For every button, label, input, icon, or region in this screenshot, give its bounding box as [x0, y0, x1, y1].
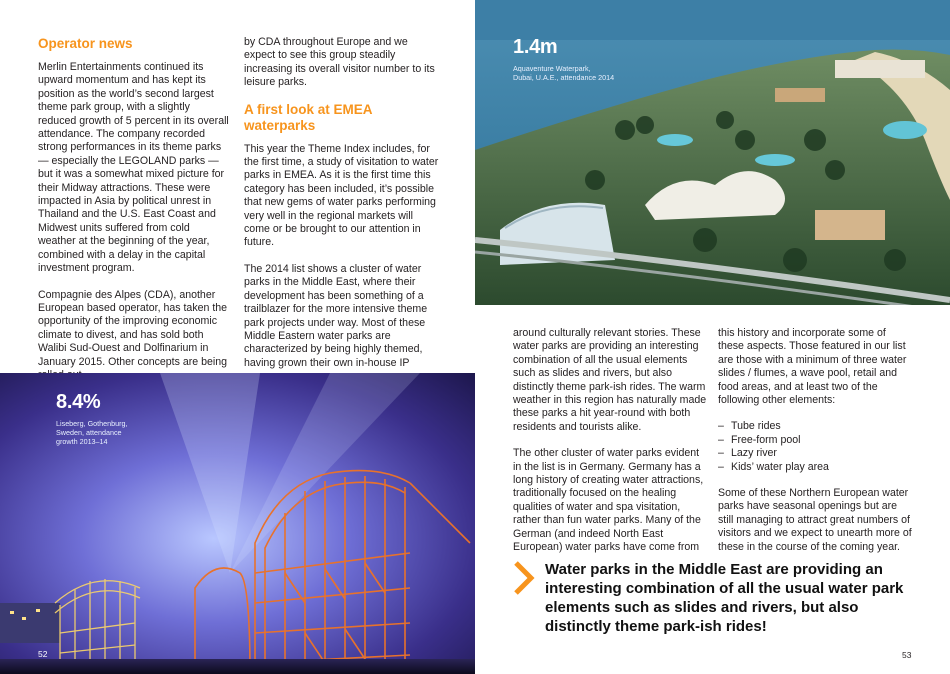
- paragraph: Merlin Entertainments continued its upward momentum and has kept its position as the world’s second largest theme park group, with a slightly reduced growth of 5 percent in its overall attendance. The company recorded strong performances in its theme parks — especially the LEGOLAND parks — but it was a somewhat mixed picture for their Midway attractions. These were impacted in Asia by political unrest in Thailand and the U.S. East Coast and Midwest units suffered from cold weather at the beginning of the year, combined with a delay in the capital investment program.: [38, 61, 229, 275]
- pull-quote-text: Water parks in the Middle East are providing an interesting combination of all the usual water park elements such as slides and rivers, but also distinctly theme park-ish rides!: [545, 561, 904, 635]
- paragraph: Some of these Northern European water parks have seasonal openings but are still managing to attract great numbers of visitors and we expect to unearth more of these in the course of the coming year.: [718, 487, 912, 553]
- list-item: – Tube rides: [718, 420, 914, 433]
- list-item: – Free-form pool: [718, 434, 914, 447]
- stat-caption: Aquaventure Waterpark, Dubai, U.A.E., attendance 2014: [513, 64, 615, 82]
- paragraph: This year the Theme Index includes, for the first time, a study of visitation to water parks in EMEA. As it is the first time this category has been included, it’s possible that new gems of water parks performing very well in the regional markets will come or be brought to our attention in future.: [244, 142, 439, 249]
- waterpark-aerial-photo: [475, 0, 950, 305]
- list-item: – Kids’ water play area: [718, 461, 914, 474]
- list-item: – Lazy river: [718, 447, 914, 460]
- liseberg-stat: [56, 391, 128, 446]
- paragraph: The other cluster of water parks evident in the list is in Germany. Germany has a long history of creating water attractions, traditionally focused on the healing qualities of water and spa visitation, rather than fun water parks. Many of the German (and indeed North East European) water parks have come from: [513, 447, 704, 554]
- right-column-2: [718, 327, 914, 567]
- page-number-right: 53: [902, 650, 912, 660]
- stat-number: 8.4%: [56, 391, 101, 413]
- paragraph: around culturally relevant stories. These water parks are providing an interesting combination of all the usual elements such as slides and rivers, but also distinctly theme park-ish rides. The warm weather in this region has naturally made these parks a hit year-round with both residents and tourists alike.: [513, 327, 707, 433]
- stat-caption: Liseberg, Gothenburg, Sweden, attendance growth 2013–14: [56, 419, 128, 446]
- operator-news-heading: Operator news: [38, 36, 133, 51]
- left-column-1: [38, 36, 230, 395]
- paragraph: this history and incorporate some of these aspects. Those featured in our list are those with a minimum of three water slides / flumes, a wave pool, retail and food areas, and at least two of the following other elements:: [718, 327, 907, 407]
- paragraph: Compagnie des Alpes (CDA), another European based operator, has taken the opportunity of the improving economic climate to divest, and has sold both Walibi Sud-Ouest and Dolfinarium in January 2015. Other concepts are being: [38, 288, 228, 368]
- waterpark-elements-list: [718, 420, 914, 474]
- page-number-left: 52: [38, 649, 48, 659]
- paragraph: by CDA throughout Europe and we expect to see this group steadily increasing its overall visitor number to its leisure parks.: [244, 36, 435, 89]
- aquaventure-stat: [513, 36, 614, 82]
- right-column-1: [513, 327, 707, 568]
- paragraph: The 2014 list shows a cluster of water parks in the Middle East, where their development has been something of a trailblazer for the more intensive theme park projects under way. Most of these Middle Eastern water parks are characterized by being highly themed, having grown their own in-house IP: [244, 262, 428, 369]
- roller-coaster-photo: [0, 373, 475, 674]
- left-column-2: [244, 36, 440, 383]
- stat-number: 1.4m: [513, 36, 558, 58]
- right-page: [475, 0, 950, 674]
- chevron-right-icon: [513, 560, 535, 596]
- emea-waterparks-heading: A first look at EMEA waterparks: [244, 101, 373, 133]
